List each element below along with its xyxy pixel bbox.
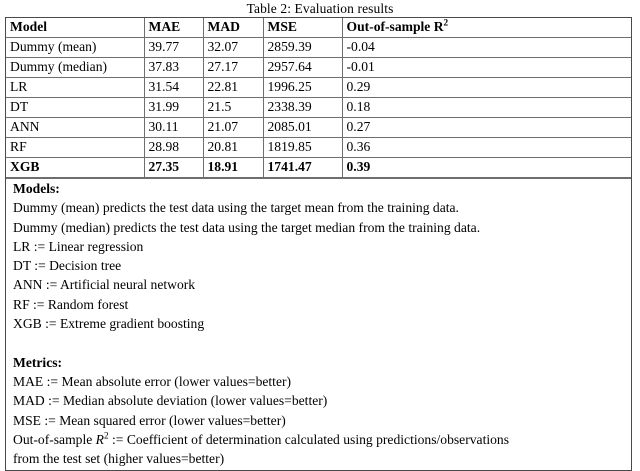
table-caption: Table 2: Evaluation results <box>246 1 394 16</box>
cell-model: LR <box>6 78 144 98</box>
cell-mad: 27.17 <box>203 58 263 78</box>
cell-mae: 30.11 <box>144 118 203 138</box>
cell-mae: 28.98 <box>144 138 203 158</box>
table-row <box>6 158 631 178</box>
cell-model: Dummy (median) <box>6 58 144 78</box>
notes-model-definition: DT := Decision tree <box>13 258 122 274</box>
cell-mse: 2338.39 <box>263 98 342 118</box>
table-row <box>6 58 631 78</box>
cell-mse: 1741.47 <box>263 158 342 178</box>
cell-mad: 21.07 <box>203 118 263 138</box>
cell-r2: 0.18 <box>342 98 631 118</box>
table-row <box>6 118 631 138</box>
column-header-mse: MSE <box>263 18 342 38</box>
evaluation-table-container <box>5 17 632 471</box>
column-header-out-of-sample-r2-text: Out-of-sample R <box>346 19 444 34</box>
table-row <box>6 38 631 58</box>
cell-mad: 22.81 <box>203 78 263 98</box>
cell-mse: 1996.25 <box>263 78 342 98</box>
notes-metric-definition: MAE := Mean absolute error (lower values=better) <box>13 373 292 389</box>
notes-r2-symbol-text: R <box>95 431 104 447</box>
cell-mad: 21.5 <box>203 98 263 118</box>
table-row <box>6 138 631 158</box>
cell-mad: 32.07 <box>203 38 263 58</box>
cell-r2: -0.04 <box>342 38 631 58</box>
notes-model-definition: Dummy (mean) predicts the test data using the target mean from the training data. <box>13 200 459 216</box>
column-header-mae: MAE <box>144 18 203 38</box>
cell-r2: 0.36 <box>342 138 631 158</box>
notes-metric-definition: MAD := Median absolute deviation (lower values=better) <box>13 393 328 409</box>
notes-metrics-heading: Metrics: <box>13 354 63 370</box>
cell-mad: 20.81 <box>203 138 263 158</box>
notes-r2-suffix: := Coefficient of determination calculated using predictions/observations <box>108 431 510 447</box>
notes-r2-superscript: 2 <box>103 430 109 441</box>
cell-mae: 27.35 <box>144 158 203 178</box>
notes-model-definition: RF := Random forest <box>13 296 129 312</box>
cell-r2: 0.39 <box>342 158 631 178</box>
notes-models-list <box>13 198 631 333</box>
notes-r2-definition-line-2: from the test set (higher values=better) <box>13 451 225 467</box>
cell-mse: 2859.39 <box>263 38 342 58</box>
cell-mae: 31.99 <box>144 98 203 118</box>
notes-spacer <box>13 333 631 352</box>
cell-model: DT <box>6 98 144 118</box>
cell-mse: 1819.85 <box>263 138 342 158</box>
notes-model-definition: ANN := Artificial neural network <box>13 277 196 293</box>
column-header-mad: MAD <box>203 18 263 38</box>
cell-r2: 0.29 <box>342 78 631 98</box>
table-notes <box>6 178 631 470</box>
table-body <box>6 38 631 178</box>
cell-mad: 18.91 <box>203 158 263 178</box>
table-row <box>6 98 631 118</box>
notes-r2-symbol <box>96 432 109 447</box>
cell-model: ANN <box>6 118 144 138</box>
notes-metric-definition: MSE := Mean squared error (lower values=better) <box>13 412 286 428</box>
cell-mse: 2085.01 <box>263 118 342 138</box>
cell-mae: 37.83 <box>144 58 203 78</box>
notes-r2-prefix: Out-of-sample <box>13 431 96 447</box>
superscript-two: 2 <box>443 18 449 28</box>
cell-mse: 2957.64 <box>263 58 342 78</box>
cell-model: Dummy (mean) <box>6 38 144 58</box>
notes-models-heading: Models: <box>13 181 60 196</box>
notes-model-definition: Dummy (median) predicts the test data using the target median from the training data. <box>13 219 481 235</box>
cell-model: RF <box>6 138 144 158</box>
cell-r2: 0.27 <box>342 118 631 138</box>
notes-model-definition: XGB := Extreme gradient boosting <box>13 316 205 332</box>
notes-r2-definition-line-1 <box>13 430 631 449</box>
cell-mae: 39.77 <box>144 38 203 58</box>
table-row <box>6 78 631 98</box>
notes-metrics-list <box>13 372 631 430</box>
table-header-row <box>6 18 631 38</box>
column-header-out-of-sample-r2 <box>342 18 631 38</box>
notes-model-definition: LR := Linear regression <box>13 238 144 254</box>
table-header <box>6 18 631 38</box>
cell-r2: -0.01 <box>342 58 631 78</box>
cell-mae: 31.54 <box>144 78 203 98</box>
cell-model: XGB <box>6 158 144 178</box>
column-header-model: Model <box>6 18 144 38</box>
evaluation-results-table <box>6 18 631 178</box>
